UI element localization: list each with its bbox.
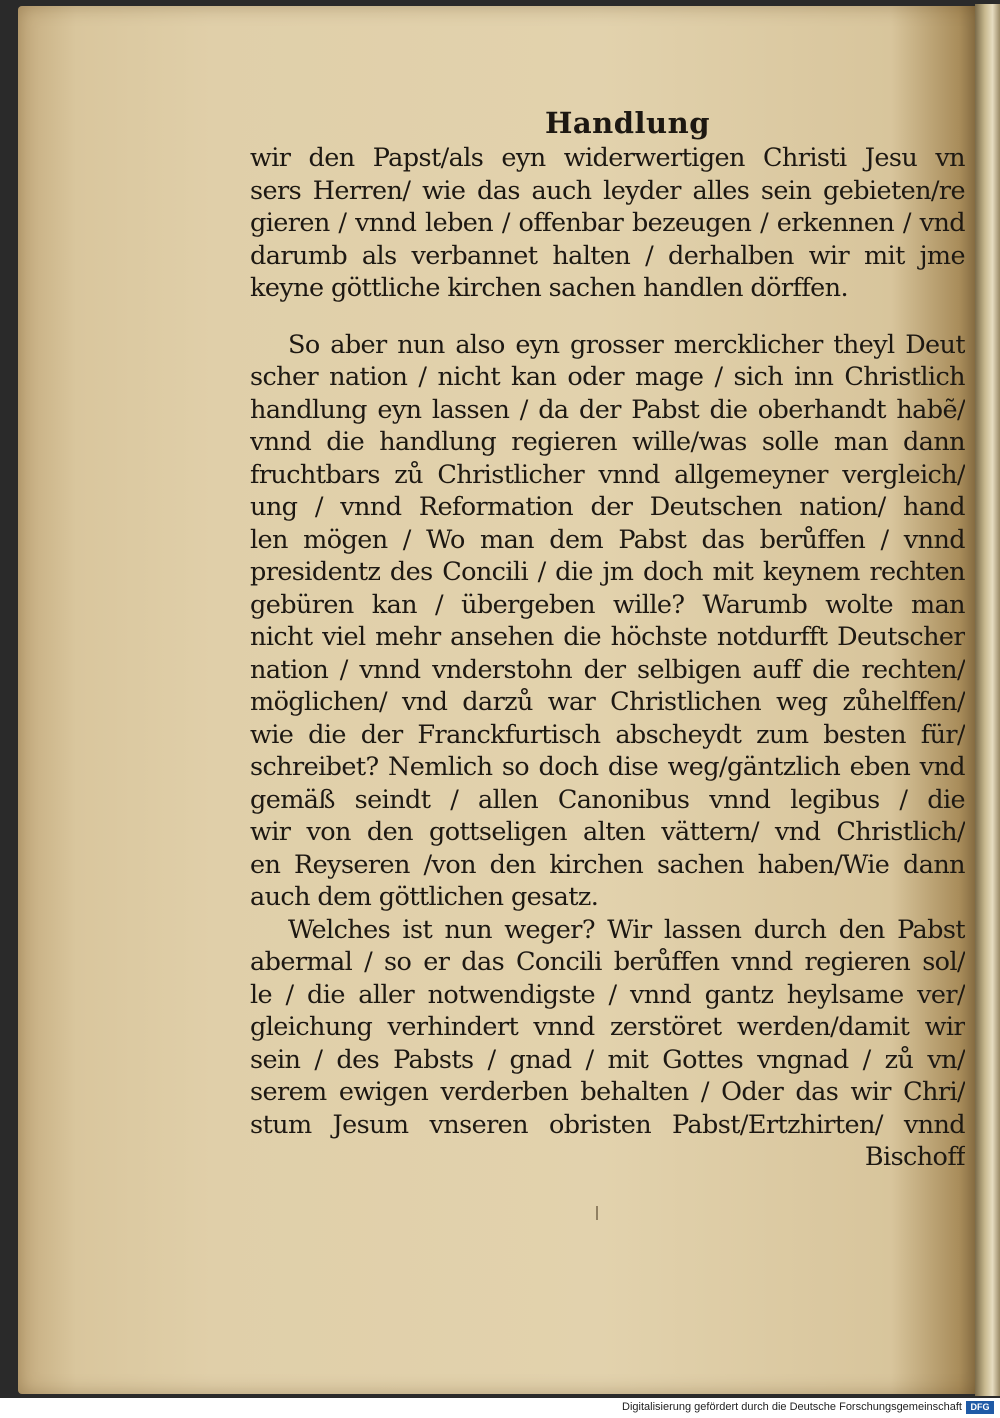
text-line: darumb als verbannet halten / derhalben wir mit jme — [250, 240, 965, 271]
text-line: gemäß seindt / allen Canonibus vnnd legibus / die — [250, 784, 965, 815]
text-line: möglichen/ vnd darzů war Christlichen weg zůhelffen/ — [250, 687, 965, 717]
text-line: ung / vnnd Reformation der Deutschen nation/ hand — [250, 492, 965, 522]
text-line: sers Herren/ wie das auch leyder alles sein gebieten/re — [250, 175, 965, 206]
text-line: auch dem göttlichen gesatz. — [250, 882, 599, 912]
text-line: sein / des Pabsts / gnad / mit Gottes vngnad / zů vn/ — [250, 1044, 965, 1075]
text-line: len mögen / Wo man dem Pabst das berůffen / vnnd — [250, 524, 965, 555]
text-line: abermal / so er das Concili berůffen vnnd regieren sol/ — [250, 947, 965, 977]
text-line: serem ewigen verderben behalten / Oder das wir Chri/ — [250, 1077, 965, 1107]
paragraph-1 — [250, 142, 965, 305]
text-line: So aber nun also eyn grosser mercklicher theyl Deut — [288, 329, 965, 360]
book-binding-edge — [975, 4, 1000, 1396]
text-line: stum Jesum vnseren obristen Pabst/Ertzhirten/ vnnd — [250, 1109, 965, 1140]
paragraph-2 — [250, 329, 965, 914]
page-text-block — [250, 104, 965, 1174]
footer-credit: Digitalisierung gefördert durch die Deutsche Forschungsgemeinschaft — [622, 1401, 962, 1413]
text-line: wie die der Franckfurtisch abscheydt zum besten für/ — [250, 719, 965, 750]
text-line: fruchtbars zů Christlicher vnnd allgemeyner vergleich/ — [250, 459, 965, 490]
paragraph-3 — [250, 914, 965, 1174]
text-line: gieren / vnnd leben / offenbar bezeugen / erkennen / vnd — [250, 208, 965, 238]
text-line: handlung eyn lassen / da der Pabst die oberhandt habẽ/ — [250, 394, 965, 425]
paragraph-gap — [250, 305, 965, 329]
catchword: Bischoff — [864, 1142, 965, 1172]
text-line: wir von den gottseligen alten vättern/ vnd Christlich/ — [250, 817, 965, 847]
text-line: scher nation / nicht kan oder mage / sich inn Christlich — [250, 362, 965, 392]
text-line: schreibet? Nemlich so doch dise weg/gäntzlich eben vnd — [250, 752, 965, 782]
text-line: vnnd die handlung regieren wille/was solle man dann — [250, 427, 965, 457]
text-line: keyne göttliche kirchen sachen handlen dörffen. — [250, 273, 848, 303]
text-line: le / die aller notwendigste / vnnd gantz heylsame ver/ — [250, 979, 965, 1010]
ink-mark — [596, 1206, 598, 1220]
text-line: Welches ist nun weger? Wir lassen durch den Pabst — [288, 914, 965, 945]
footer-bar — [0, 1398, 1000, 1418]
text-line: gleichung verhindert vnnd zerstöret werden/damit wir — [250, 1012, 965, 1042]
text-line: en Reyseren /von den kirchen sachen haben/Wie dann — [250, 849, 965, 880]
text-line: wir den Papst/als eyn widerwertigen Christi Jesu vn — [250, 143, 965, 173]
text-line: nicht viel mehr ansehen die höchste notdurfft Deutscher — [250, 622, 965, 652]
text-line: nation / vnnd vnderstohn der selbigen auff die rechten/ — [250, 654, 965, 685]
dfg-logo[interactable]: DFG — [966, 1401, 994, 1414]
text-line: presidentz des Concili / die jm doch mit keynem rechten — [250, 557, 965, 587]
running-head: Handlung — [544, 106, 710, 140]
text-line: gebüren kan / übergeben wille? Warumb wolte man — [250, 589, 965, 620]
